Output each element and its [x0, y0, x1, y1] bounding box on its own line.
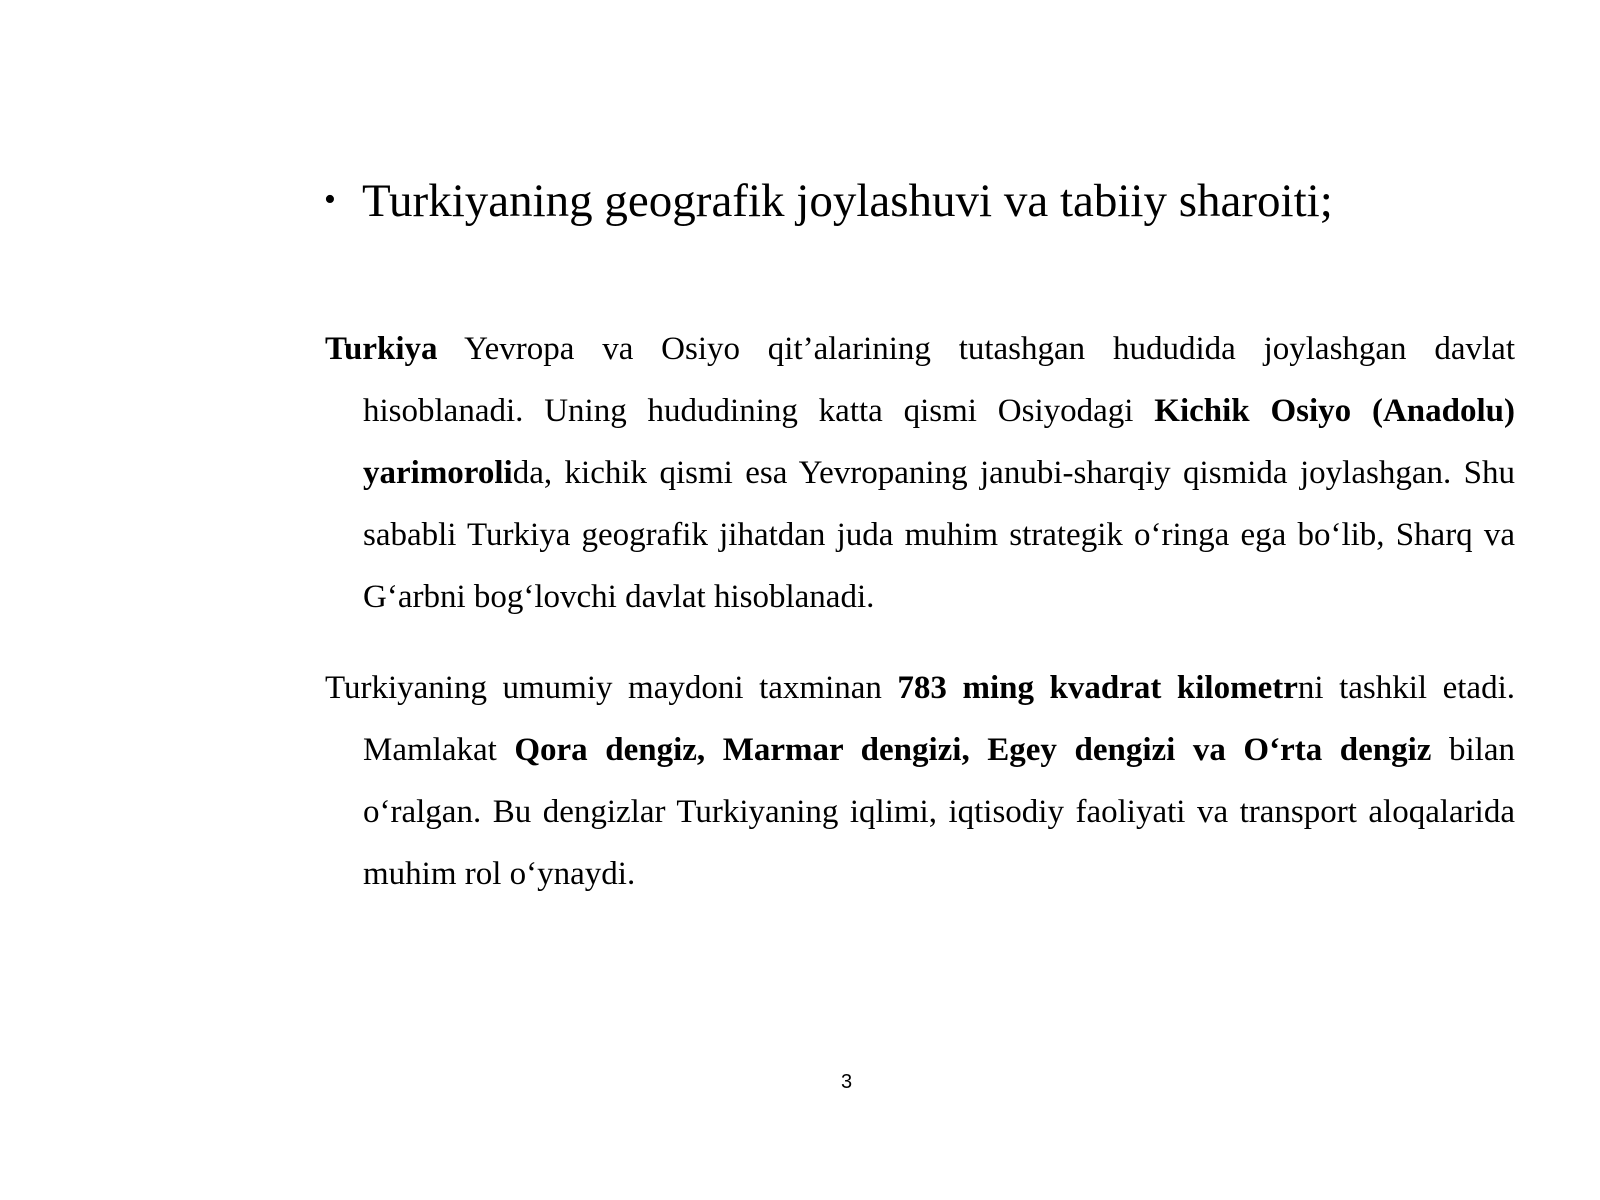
slide-heading: [324, 172, 1524, 229]
bold-term-turkiya: Turkiya: [325, 331, 438, 367]
bold-term-area: 783 ming kvadrat kilometr: [897, 670, 1298, 706]
paragraph-text: ni tashkil etadi. Mamlakat: [363, 670, 1515, 768]
paragraph-text: da, kichik qismi esa Yevropaning janubi-sharqiy qismida joylashgan. Shu sababli Turkiya geografik jihatdan juda muhim strategik o‘ringa ega bo‘lib, Sharq va G‘arbni bog‘lovchi davlat hisoblanadi.: [363, 455, 1515, 615]
bold-term-anadolu: Kichik Osiyo (Anadolu) yarimoroli: [363, 393, 1515, 491]
heading-text: Turkiyaning geografik joylashuvi va tabiiy sharoiti;: [362, 175, 1333, 227]
paragraph-location: [325, 318, 1515, 628]
bullet-icon: •: [324, 181, 336, 218]
paragraph-area: [325, 657, 1515, 905]
paragraph-text: bilan o‘ralgan. Bu dengizlar Turkiyaning iqlimi, iqtisodiy faoliyati va transport aloqalarida muhim rol o‘ynaydi.: [363, 732, 1515, 892]
page-number: 3: [840, 1071, 853, 1093]
paragraph-text: Turkiyaning umumiy maydoni taxminan: [325, 670, 898, 706]
bold-term-seas: Qora dengiz, Marmar dengizi, Egey dengizi va O‘rta dengiz: [514, 732, 1432, 768]
paragraph-text: Yevropa va Osiyo qit’alarining tutashgan hududida joylashgan davlat hisoblanadi. Uning hududining katta qismi Osiyodagi: [363, 331, 1515, 429]
